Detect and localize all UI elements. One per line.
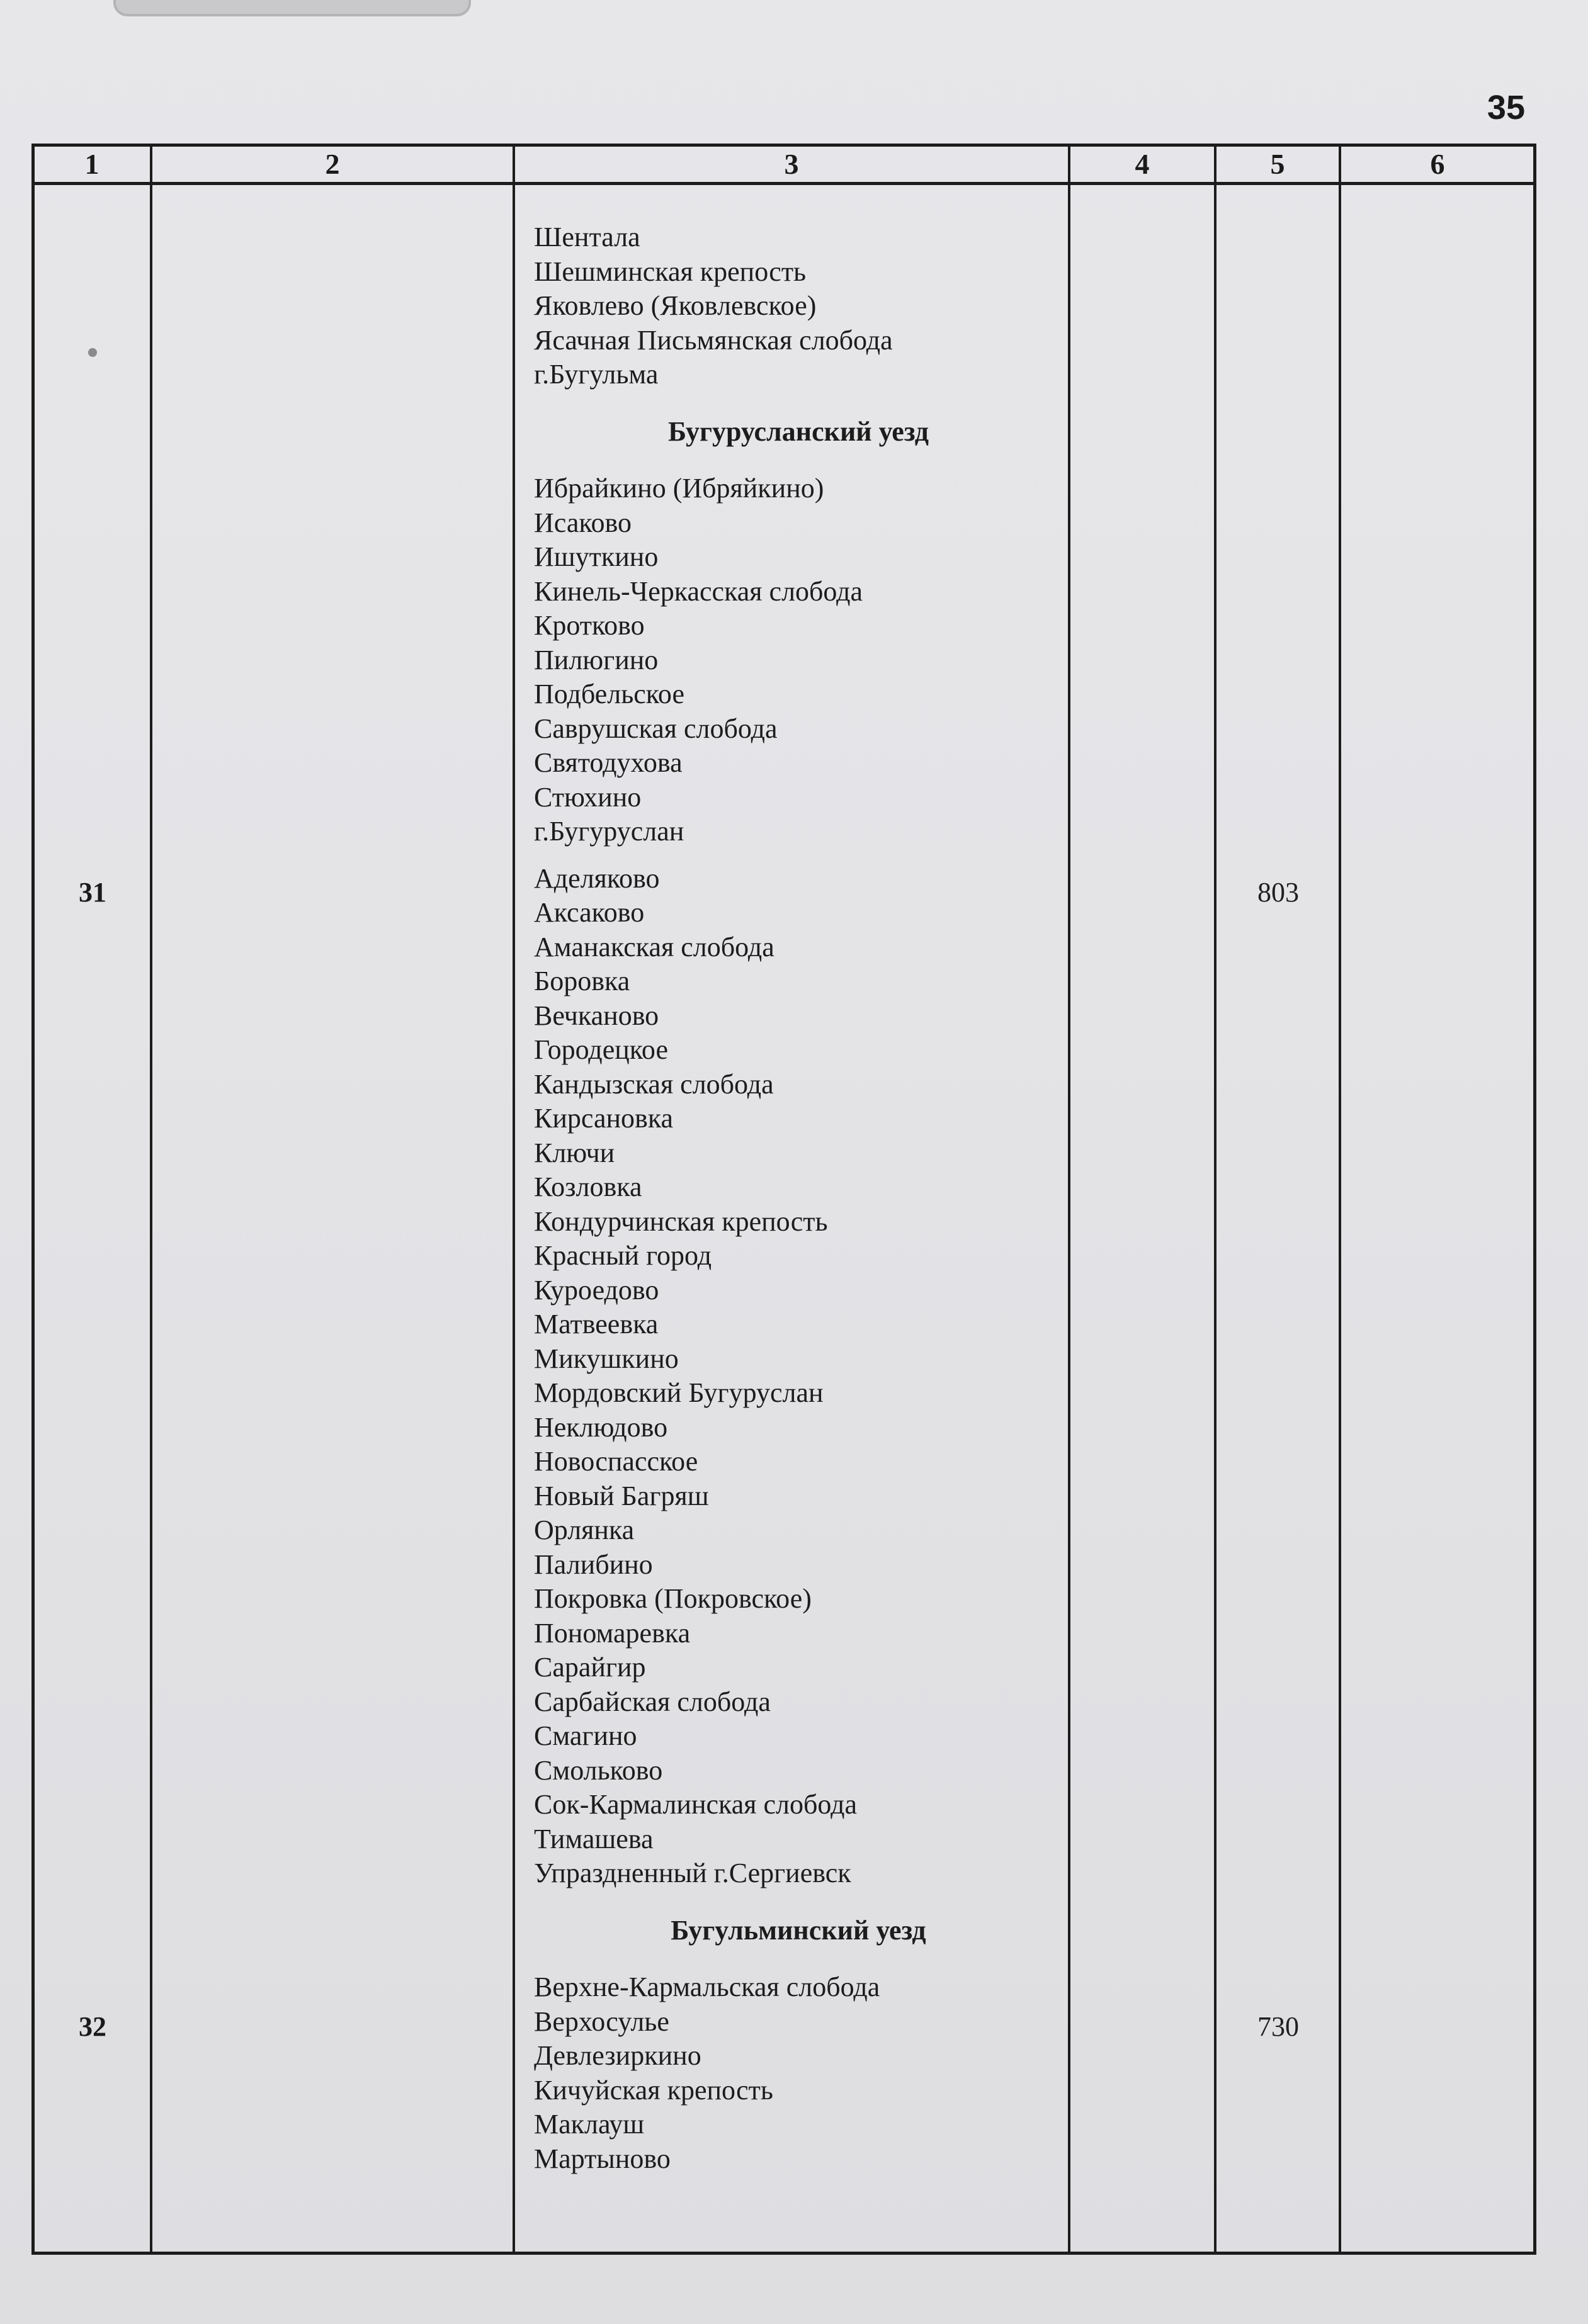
list-item: Мордовский Бугуруслан [534,1377,824,1408]
list-item: Девлезиркино [534,2040,701,2071]
settlement-list [534,220,1063,2176]
column-header-4: 4 [1135,148,1150,180]
list-item: Яковлево (Яковлевское) [534,290,817,321]
list-item: Вечканово [534,1000,659,1031]
column-header-1: 1 [84,148,99,180]
column-divider [1214,144,1217,2255]
list-item: Палибино [534,1548,653,1580]
row-value-32: 730 [1257,2011,1299,2042]
list-item: Смагино [534,1720,637,1751]
list-item: Пономаревка [534,1617,691,1649]
list-item: Покровка (Покровское) [534,1583,812,1614]
list-item: Пилюгино [534,644,659,675]
list-item: Смольково [534,1754,663,1786]
list-item: Боровка [534,966,630,996]
section-heading-buguruslan: Бугурусланский уезд [668,415,929,447]
list-item: Святодухова [534,747,683,778]
list-item: Ишуткино [534,541,659,572]
list-item: Кандызская слобода [534,1068,774,1100]
list-item: Подбельское [534,679,684,709]
list-item: Новый Багряш [534,1480,709,1511]
list-item: Ибрайкино (Ибряйкино) [534,473,824,504]
list-item: Кирсановка [534,1103,674,1134]
row-value-31: 803 [1257,877,1299,908]
list-item: Кондурчинская крепость [534,1205,828,1237]
column-divider [1068,144,1070,2255]
list-item: Саврушская слобода [534,713,778,744]
list-item: Городецкое [534,1034,668,1065]
list-item: Красный город [534,1240,712,1271]
column-header-6: 6 [1430,148,1445,180]
list-item: Сарайгир [534,1652,646,1683]
list-item: Аманакская слобода [534,931,774,962]
section-heading-bugulma: Бугульминский уезд [671,1914,926,1946]
list-item: Верхосулье [534,2005,669,2037]
list-item: Кичуйская крепость [534,2074,773,2106]
list-item: Козловка [534,1171,642,1202]
list-item: Микушкино [534,1343,679,1374]
list-item: Новоспасское [534,1446,698,1477]
page-number: 35 [1487,89,1525,127]
row-number-32: 32 [79,2011,106,2042]
column-divider [513,144,515,2255]
list-item: Шешминская крепость [534,256,807,287]
list-gap [534,849,1063,862]
column-divider [150,144,152,2255]
row-number-31: 31 [79,877,106,908]
list-item: Орлянка [534,1515,635,1545]
list-item: Упраздненный г.Сергиевск [534,1858,851,1888]
list-item: г.Бугуруслан [534,816,684,847]
binder-clip [113,0,471,16]
list-item: Неклюдово [534,1411,668,1443]
column-header-3: 3 [784,148,799,180]
list-item: Аксаково [534,897,645,928]
list-item: Тимашева [534,1823,654,1854]
list-item: Верхне-Кармальская слобода [534,1971,880,2002]
list-item: Ключи [534,1137,615,1168]
column-header-5: 5 [1270,148,1285,180]
list-item: Куроедово [534,1274,659,1306]
list-item: Ясачная Письмянская слобода [534,324,893,356]
list-item: Матвеевка [534,1309,659,1340]
list-item: Стюхино [534,781,642,813]
list-item: Маклауш [534,2109,645,2140]
list-item: Сок-Кармалинская слобода [534,1789,858,1820]
list-item: Кинель-Черкасская слобода [534,575,863,607]
list-item: Исаково [534,507,632,538]
list-item: Аделяково [534,862,660,894]
column-header-2: 2 [325,148,340,180]
column-divider [1339,144,1341,2255]
list-item: Мартыново [534,2143,671,2174]
list-item: Сарбайская слобода [534,1686,771,1717]
list-item: Кротково [534,610,645,641]
list-item: Шентала [534,222,640,252]
list-item: г.Бугульма [534,359,659,390]
